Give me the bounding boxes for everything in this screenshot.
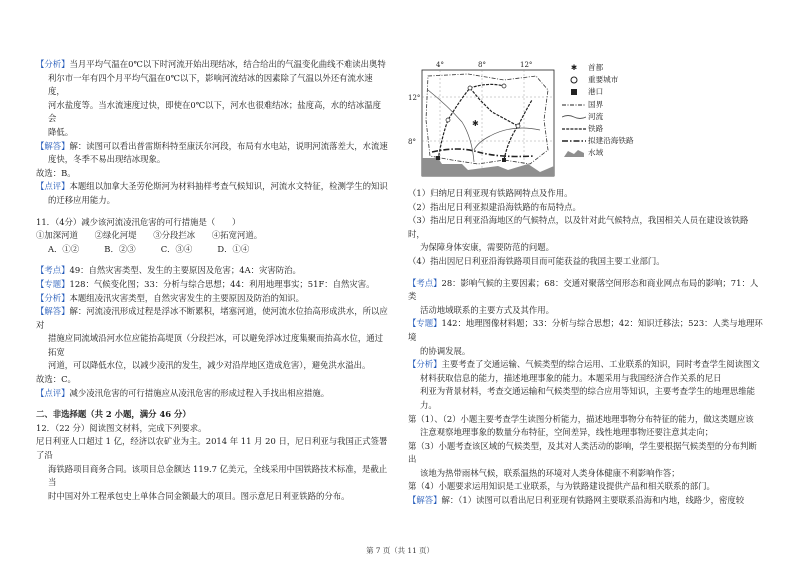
question-11-items: ①加深河道 ②绿化河堤 ③分段拦冰 ④拓宽河道。: [36, 230, 263, 241]
lon-label-12: 12°: [520, 61, 533, 69]
section-tag: 【考点】: [36, 265, 70, 276]
planned-railway-icon: [560, 138, 588, 144]
q11-solution-1: 【解答】解：河流凌汛形成过程是浮冰不断累积，堵塞河道，使河流水位抬高形成洪水，所以应对: [36, 306, 388, 330]
solution-line-2: 度快，冬季不易出现结冰现象。: [48, 154, 166, 165]
page-footer: 第 7 页（共 11 页）: [366, 546, 434, 555]
q12-note-4: 第（4）小题要求运用知识是工业联系，与为铁路建设提供产品和相关联系的部门。: [408, 481, 715, 492]
section-tag: 【分析】: [408, 359, 442, 370]
q11-solution-2: 措施应同流域沿河水位应能抬高堤顶（分段拦冰，可以避免浮冰过度集聚而抬高水位，通过拓宽: [48, 333, 383, 357]
q12-note-1-cont: 注意观察地理事象的数量分布特征，空间差异，线性地理事物还要注意其走向；: [420, 427, 714, 438]
q12-part-3: （3）指出尼日利亚沿海地区的气候特点，以及针对此气候特点，我国相关人员在建设该铁路时，: [408, 215, 749, 239]
section-tag: 【分析】: [36, 292, 70, 303]
q12-analysis-3: 利亚为背景材料，考查交通运输和气候类型的综合应用等知识，主要考查学生的地理思维能: [420, 386, 755, 397]
q12-part-2: （2）指出尼日利亚拟建沿海铁路的布局特点。: [408, 201, 581, 212]
legend-border: 国界: [560, 99, 680, 111]
lon-label-8: 8°: [478, 61, 486, 69]
section-tag: 【解答】: [408, 495, 442, 506]
q12-topic-2: 的协调发展。: [420, 345, 471, 356]
river-line-icon: [560, 114, 588, 120]
q12-topic-1: 【专题】142：地理图像材料题；33：分析与综合思想；42：知识迁移法；523：人类与地理环境: [408, 318, 763, 342]
q12-solution-1: 【解答】解：（1）读图可以看出尼日利亚现有铁路网主要联系沿海和内地，线路少，密度较: [408, 495, 745, 506]
section-tag: 【点评】: [36, 181, 70, 192]
legend-railway: 铁路: [560, 123, 680, 135]
map-legend: [560, 62, 680, 160]
water-icon: [560, 149, 588, 157]
section-heading: 二、非选择题（共 2 小题，满分 46 分）: [36, 409, 191, 420]
legend-river: 河流: [560, 111, 680, 123]
capital-icon: ✱: [570, 63, 578, 72]
section-tag: 【考点】: [408, 277, 442, 288]
q12-part-3-cont: 为保障身体安康，需要防范的问题。: [420, 242, 554, 253]
q12-text-1: 尼日利亚人口超过 1 亿，经济以农矿业为主。2014 年 11 月 20 日，尼日利亚与我国正式签署了沿: [36, 436, 388, 461]
analysis-line-2: 利尔市一年有四个月平均气温在0℃以下，影响河流结冰的因素除了气温以外还有流水速度，: [48, 72, 373, 97]
comment-line-2: 的迁移应用能力。: [48, 194, 115, 205]
nigeria-railway-map: [408, 60, 556, 178]
legend-city: 重要城市: [560, 74, 680, 86]
q12-analysis-1: 【分析】主要考查了交通运输、气候类型的综合运用、工业联系的知识，同时考查学生阅读图文: [408, 359, 760, 370]
q12-part-1: （1）归纳尼日利亚现有铁路网特点及作用。: [408, 188, 573, 198]
q12-note-1: 第（1）、（2）小题主要考查学生读图分析能力，描述地理事物分布特征的能力，做这类题应该: [408, 413, 754, 424]
question-11-options: A．①② B．②③ C．③④ D．①④: [48, 243, 250, 254]
lat-label-12: 12°: [408, 94, 421, 102]
map-frame: [422, 70, 554, 176]
port-icon: [560, 88, 588, 96]
section-tag: 【专题】: [36, 278, 70, 289]
q11-solution-3: 河道，可以降低水位，以减少凌汛的发生，减少对沿岸地区造成危害），避免洪水溢出。: [48, 360, 371, 371]
section-tag: 【点评】: [36, 387, 70, 398]
section-tag: 【解答】: [36, 306, 70, 317]
question-11: 11．（4分）减少该河流凌汛危害的可行措施是（ ）: [36, 216, 241, 227]
solution-line-1: 【解答】解：读图可以看出普雷斯科特至康沃尔河段，布局有水电站，说明河流落差大，水流速: [36, 140, 388, 151]
q12-analysis-2: 材料获取信息的能力，描述地理事象的能力。本题采用与我国经济合作关系的尼日: [420, 372, 722, 383]
q12-keypoint-2: 活动地域联系的主要方式及其作用。: [420, 304, 554, 315]
legend-water: 水域: [560, 147, 680, 159]
railway-line-icon: [560, 126, 588, 132]
question-12: 12．（22 分）阅读图文材料，完成下列要求。: [36, 422, 207, 433]
q11-comment: 【点评】减少凌汛危害的可行措施应从凌汛危害的形成过程入手找出相应措施。: [36, 387, 330, 398]
lat-label-8: 8°: [408, 138, 416, 146]
q12-analysis-4: 力。: [420, 399, 437, 410]
section-tag: 【解答】: [36, 140, 70, 151]
lon-label-4: 4°: [436, 61, 444, 69]
q12-keypoint-1: 【考点】28：影响气候的主要因素；68：交通对聚落空间形态和商业网点布局的影响；71：人类: [408, 277, 759, 302]
q12-text-3: 时中国对外工程承包史上单体合同金额最大的项目。图示意尼日利亚铁路的分布。: [48, 490, 350, 501]
q12-part-4: （4）指出因尼日利亚沿海铁路项目而可能获益的我国主要工业部门。: [408, 255, 665, 266]
svg-text:✱: ✱: [472, 119, 479, 128]
legend-port: 港口: [560, 86, 680, 98]
legend-planned-railway: 拟建沿海铁路: [560, 135, 680, 147]
legend-capital: ✱ 首都: [560, 62, 680, 74]
analysis-line-1: 【分析】当月平均气温在0℃以下时河流开始出现结冰，结合给出的气温变化曲线不难读出奥特: [36, 59, 386, 69]
q11-analysis: 【分析】本题组凌汛灾害类型，自然灾害发生的主要原因及防治的知识。: [36, 292, 304, 303]
q11-topic: 【专题】128：气候变化图；33：分析与综合思想；44：利用地理事实；51F：自然灾害。: [36, 278, 375, 289]
right-column: [408, 187, 764, 508]
choice-line: 故选：B。: [36, 167, 76, 178]
star-capital-marker: [472, 119, 479, 128]
section-tag: 【专题】: [408, 318, 442, 329]
left-column: [36, 58, 388, 503]
q11-choice: 故选：C。: [36, 374, 76, 385]
analysis-line-4: 降低。: [48, 126, 74, 137]
city-icon: [560, 76, 588, 84]
border-line-icon: [560, 102, 588, 108]
analysis-line-3: 河水盐度等。当水流速度过快，即使在0℃以下，河水也很难结冰；盐度高，水的结冰温度会: [48, 99, 381, 124]
q12-text-2: 海铁路项目商务合同。该项目总金额达 119.7 亿美元，全线采用中国铁路技术标准，是截止当: [48, 463, 388, 488]
section-tag: 【分析】: [36, 59, 70, 69]
q11-keypoint: 【考点】49：自然灾害类型、发生的主要原因及危害；4A：灾害防治。: [36, 265, 301, 276]
q12-note-3: 第（3）小题考查该区域的气候类型，及其对人类活动的影响，学生要根据气候类型的分布判断出: [408, 440, 757, 465]
q12-note-3-cont: 该地为热带雨林气候，联系温热的环境对人类身体健康不利影响作答；: [420, 467, 680, 478]
comment-line-1: 【点评】本题组以加拿大圣劳伦斯河为材料抽样考查气候知识，河流水文特征，检测学生的知识: [36, 181, 388, 192]
